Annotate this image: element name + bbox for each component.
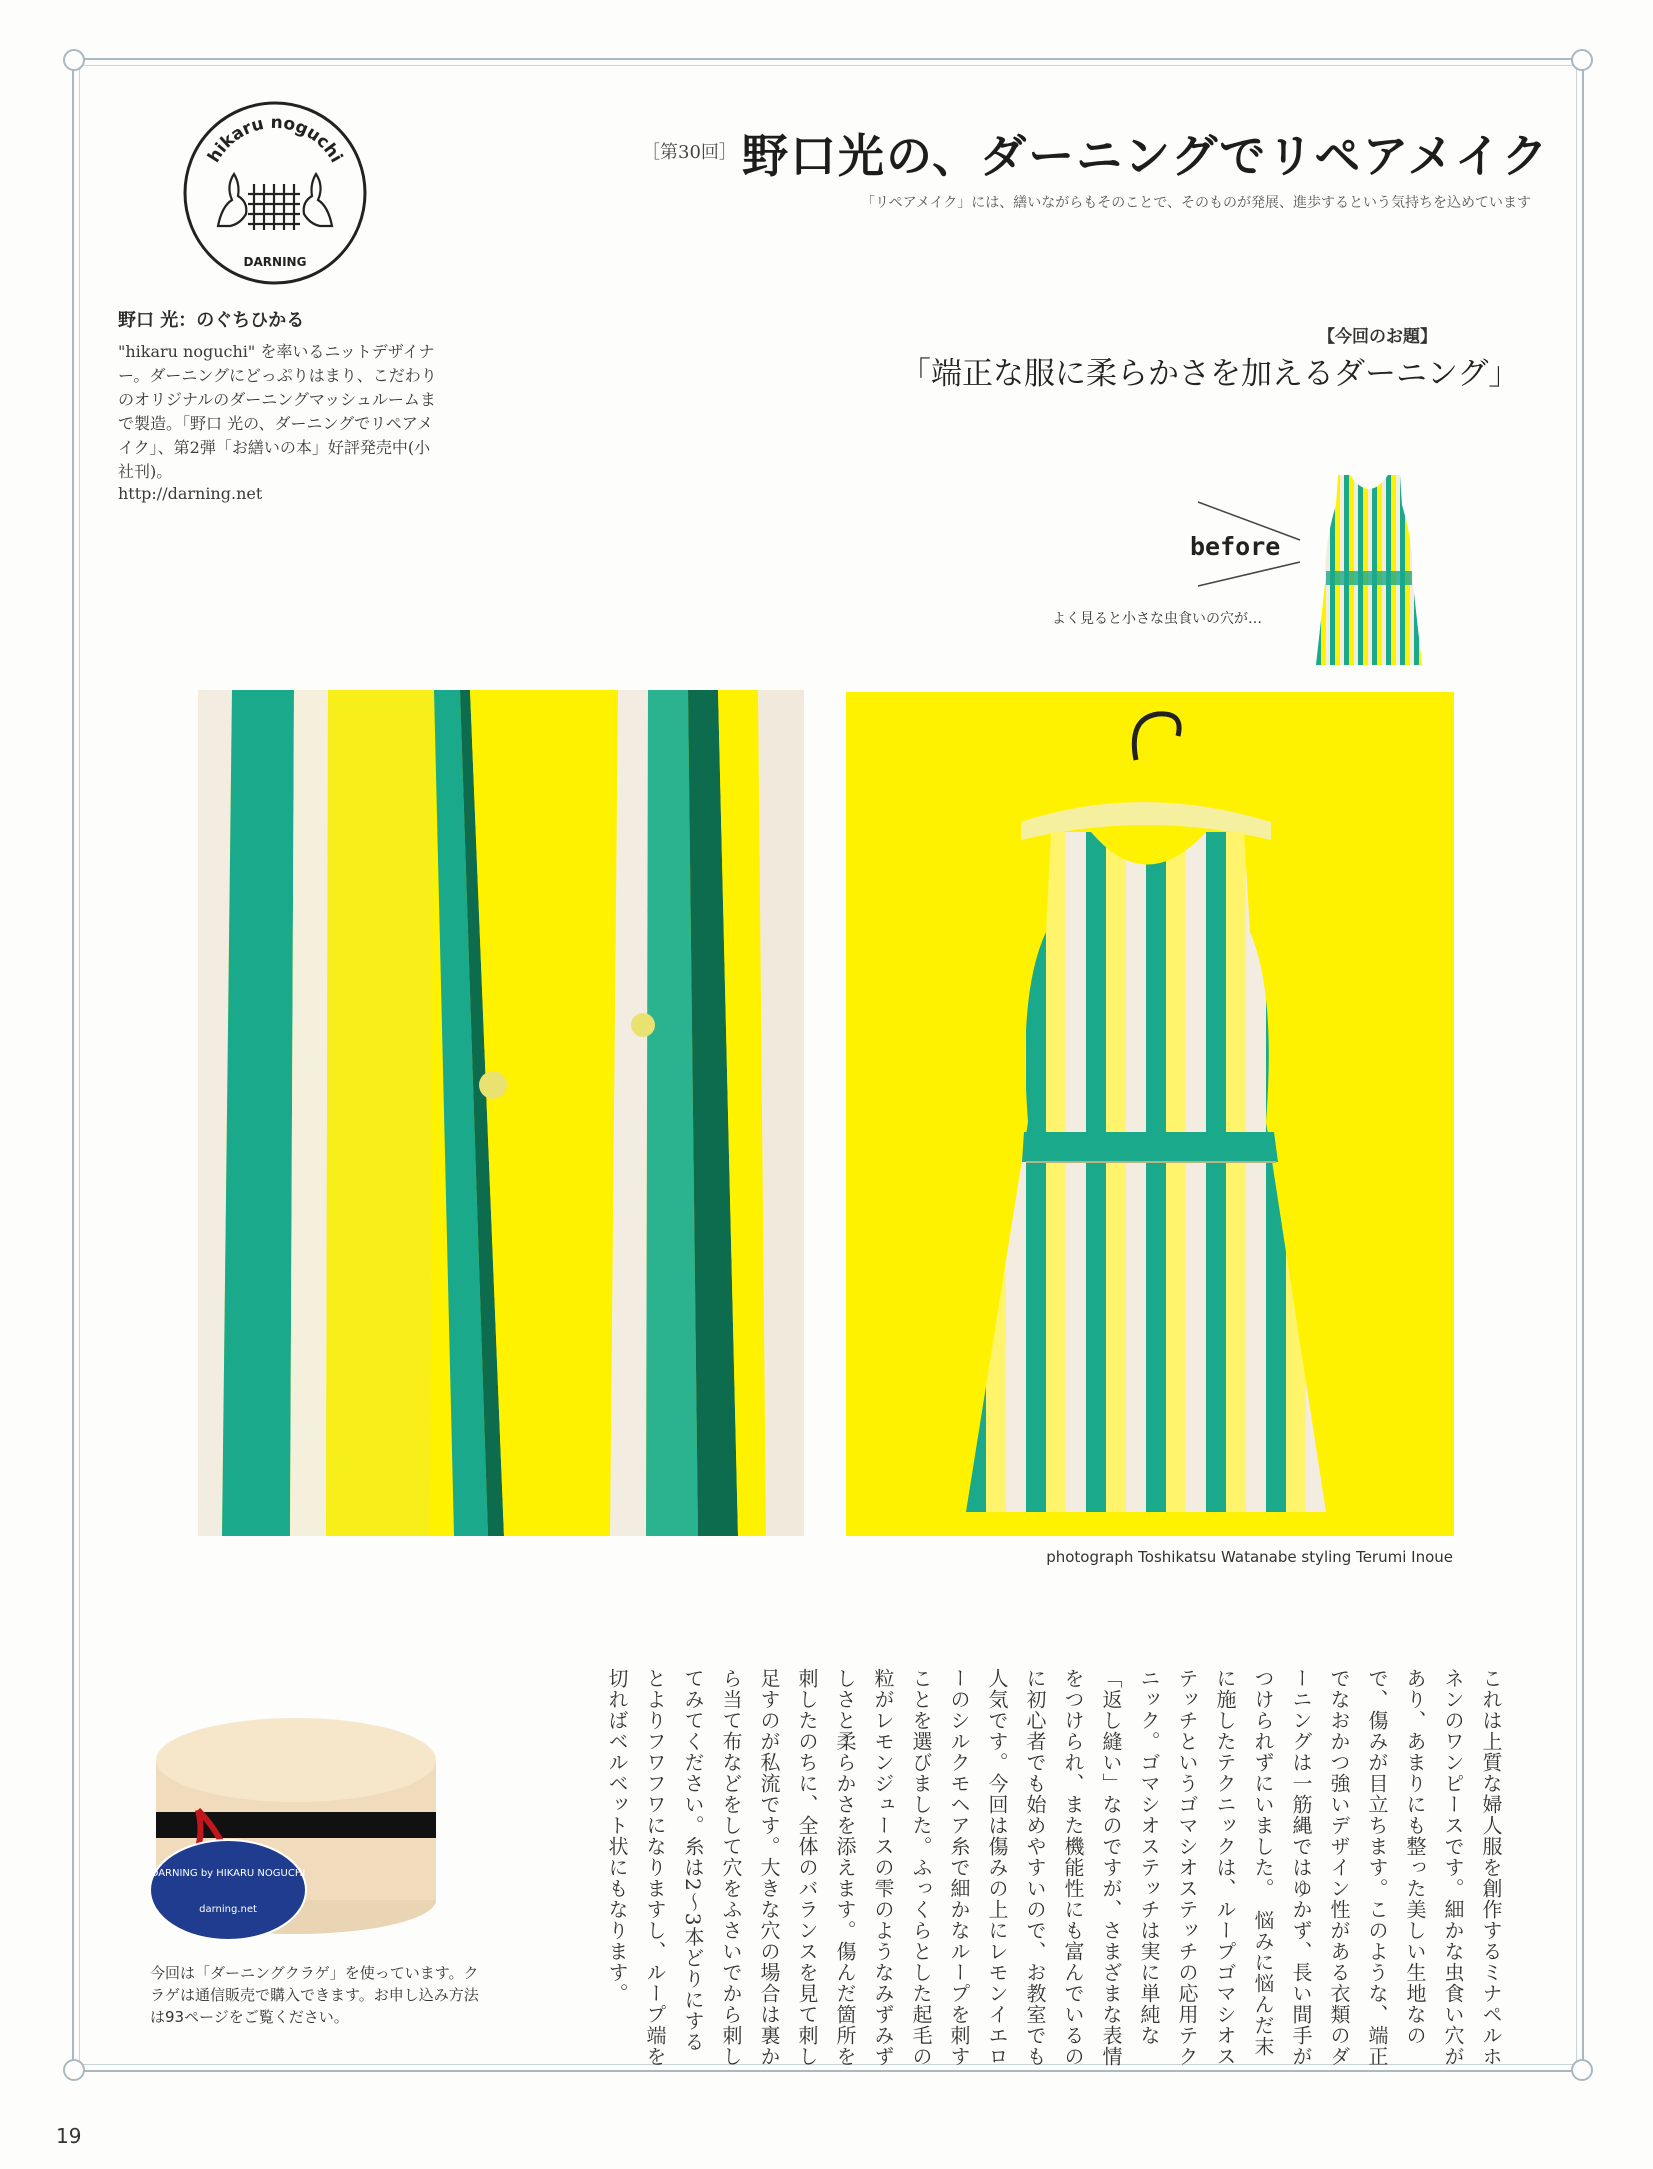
author-bio: "hikaru noguchi" を率いるニットデザイナー。ダーニングにどっぷりはまり、こだわりのオリジナルのダーニングマッシュルームまで製造。「野口 光の、ダーニングでリペアメイク」、第2弾「お繕いの本」好評発売中(小社刊)。 bbox=[118, 342, 437, 481]
jar-tag-text-top: DARNING by HIKARU NOGUCHI bbox=[150, 1868, 306, 1879]
photo-credit: photograph Toshikatsu Watanabe styling Terumi Inoue bbox=[1046, 1548, 1453, 1566]
before-dress-thumbnail bbox=[1316, 475, 1422, 665]
frame-corner bbox=[63, 2059, 85, 2081]
series-title: 野口光の、ダーニングでリペアメイク bbox=[742, 129, 1550, 183]
author-name: 野口 光：のぐちひかる bbox=[118, 310, 305, 331]
hikaru-noguchi-logo bbox=[180, 98, 370, 288]
frame-corner bbox=[1571, 49, 1593, 71]
theme-label: 【今回のお題】 bbox=[1318, 327, 1437, 347]
logo-top-text: hikaru noguchi bbox=[204, 112, 347, 167]
author-url[interactable]: http://darning.net bbox=[118, 484, 263, 503]
jar-caption: 今回は「ダーニングクラゲ」を使っています。クラゲは通信販売で購入できます。お申し込み方法は93ページをご覧ください。 bbox=[150, 1964, 479, 2026]
before-caption: よく見ると小さな虫食いの穴が… bbox=[1052, 611, 1262, 627]
frame-corner bbox=[63, 49, 85, 71]
series-number: ［第30回］ bbox=[642, 142, 737, 163]
frame-corner bbox=[1571, 2059, 1593, 2081]
article-body: これは上質な婦人服を創作するミナペルホネンのワンピースです。細かな虫食い穴があり、あまりにも整った美しい生地なので、傷みが目立ちます。このような、端正でなおかつ強いデザイン性がある衣類のダーニングは一筋縄ではゆかず、長い間手がつけられずにいました。 悩みに悩んだ末に施したテクニックは、ループゴマシオステッチというゴマシオステッチの応用テクニック。ゴマシオステッチは実に単純な「返し縫い」なのですが、さまざまな表情をつけられ、また機能性にも富んでいるのに初心者でも始めやすいので、お教室でも人気です。今回は傷みの上にレモンイエローのシルクモヘア糸で細かなループを刺すことを選びました。ふっくらとした起毛の粒がレモンジュースの雫のようなみずみずしさと柔らかさを添えます。傷んだ箇所を刺したのちに、全体のバランスを見て刺し足すのが私流です。大きな穴の場合は裏から当て布などをして穴をふさいでから刺してみてください。糸は2〜3本どりにするとよりフワフワになりますし、ループ端を切ればベルベット状にもなります。 bbox=[605, 1668, 1503, 2067]
fabric-closeup-photo bbox=[198, 690, 804, 1536]
dress-on-hanger-photo bbox=[846, 692, 1454, 1536]
page-number: 19 bbox=[56, 2124, 82, 2148]
svg-text:hikaru noguchi bbox=[204, 113, 346, 166]
theme-title: 「端正な服に柔らかさを加えるダーニング」 bbox=[900, 356, 1520, 392]
logo-bottom-text: DARNING bbox=[243, 255, 307, 269]
before-label: before bbox=[1190, 532, 1281, 561]
jar-tag-text-bottom: darning.net bbox=[199, 1904, 257, 1915]
series-subtitle: 「リペアメイク」には、繕いながらもそのことで、そのものが発展、進歩するという気持ちを込めています bbox=[860, 195, 1531, 211]
darning-kurage-jar-image bbox=[128, 1690, 448, 1940]
